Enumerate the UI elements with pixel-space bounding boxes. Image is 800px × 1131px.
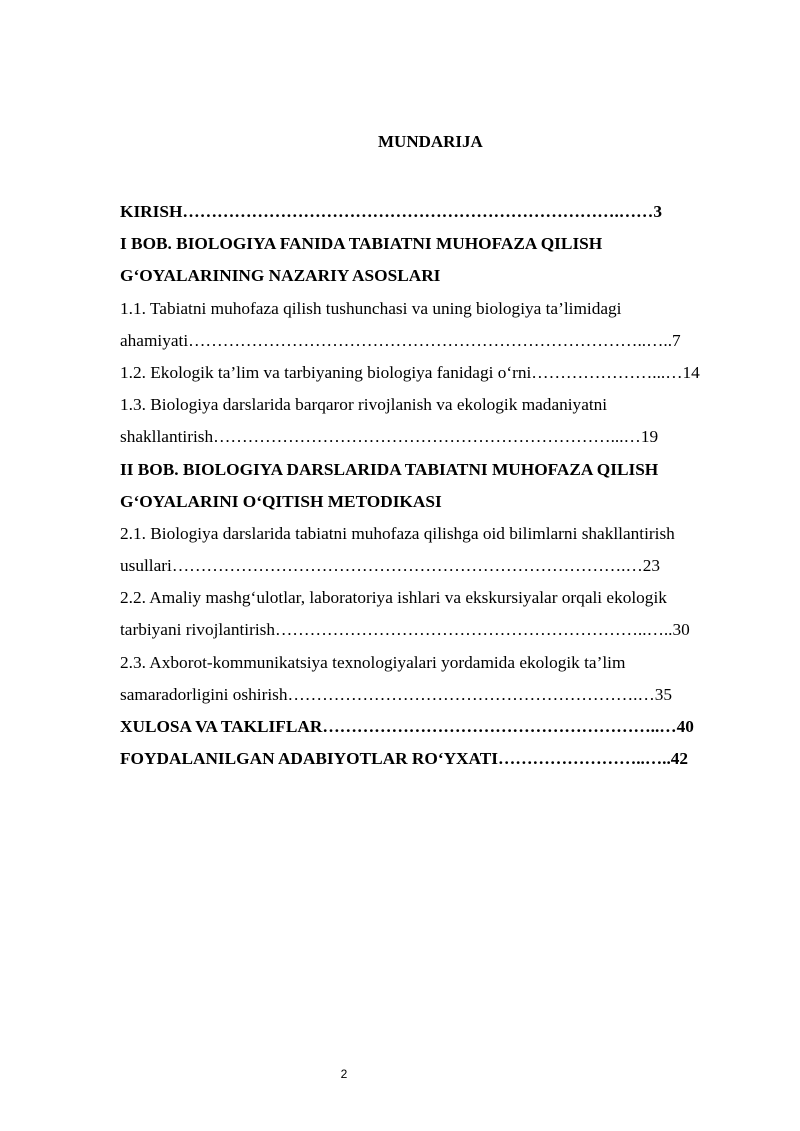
toc-heading-line: FOYDALANILGAN ADABIYOTLAR RO‘YXATI……………………..…..42 (120, 749, 689, 769)
page-number: 2 (340, 1067, 348, 1081)
toc-heading-line: G‘OYALARINING NAZARIY ASOSLARI (120, 266, 441, 286)
toc-entry-line: 2.1. Biologiya darslarida tabiatni muhofaza qilishga oid bilimlarni shakllantirish (120, 523, 675, 543)
toc-heading-line: I BOB. BIOLOGIYA FANIDA TABIATNI MUHOFAZA QILISH (120, 234, 603, 254)
toc-entry-line: usullari…………………………………………………………………….…23 (120, 556, 661, 576)
toc-entry-line: shakllantirish……………………………………………………………...…19 (120, 427, 659, 447)
table-of-contents (120, 196, 760, 775)
document-title: MUNDARIJA (378, 132, 483, 151)
toc-entry-line: 2.2. Amaliy mashg‘ulotlar, laboratoriya ishlari va ekskursiyalar orqali ekologik (120, 588, 667, 608)
toc-entry-line: tarbiyani rivojlantirish………………………………………………………..…..30 (120, 620, 690, 640)
toc-heading-line: II BOB. BIOLOGIYA DARSLARIDA TABIATNI MUHOFAZA QILISH (120, 459, 659, 479)
toc-entry-line: 1.3. Biologiya darslarida barqaror rivojlanish va ekologik madaniyatni (120, 395, 608, 415)
toc-entry-line: ahamiyati……………………………………………………………………..…..7 (120, 330, 681, 350)
toc-entry-line: 1.2. Ekologik ta’lim va tarbiyaning biologiya fanidagi o‘rni…………………...…14 (120, 362, 700, 382)
toc-heading-line: XULOSA VA TAKLIFLAR…………………………………………………..…40 (120, 717, 694, 736)
toc-heading-line: KIRISH………………………………………………………………….……3 (120, 202, 662, 221)
toc-entry-line: 1.1. Tabiatni muhofaza qilish tushunchasi va uning biologiya ta’limidagi (120, 298, 622, 318)
toc-heading-line: G‘OYALARINI O‘QITISH METODIKASI (120, 491, 442, 511)
toc-entry-line: samaradorligini oshirish…………………………………………………….…35 (120, 684, 673, 704)
toc-entry-line: 2.3. Axborot-kommunikatsiya texnologiyalari yordamida ekologik ta’lim (120, 652, 626, 672)
